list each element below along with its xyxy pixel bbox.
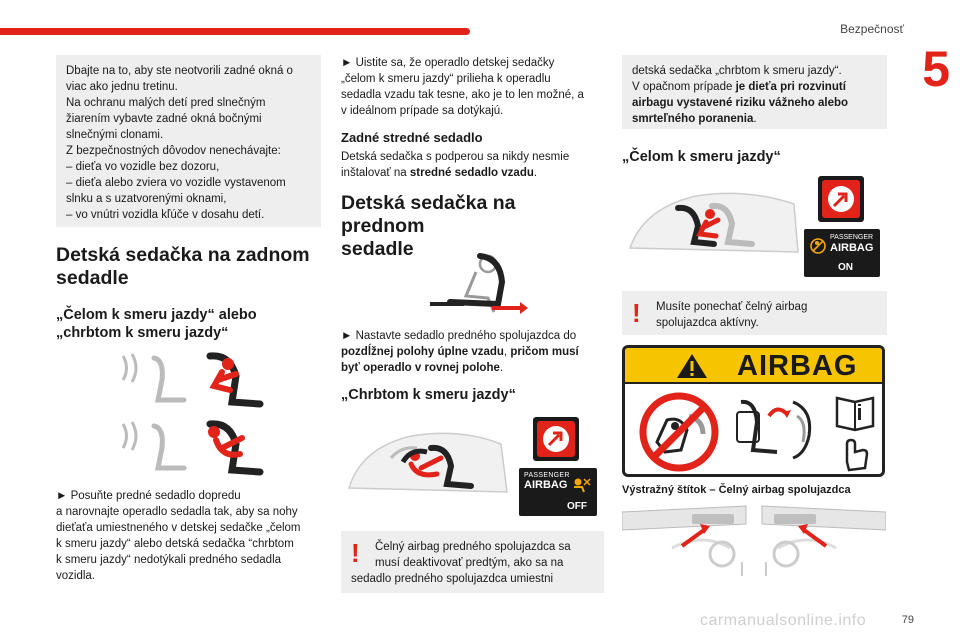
airbag-warning-label: [622, 345, 885, 477]
subtitle-line: „chrbtom k smeru jazdy“: [56, 325, 229, 341]
title-line: Detská sedačka na zadnom: [56, 244, 310, 266]
text-line: v ideálnom prípade sa dotýkajú.: [341, 105, 504, 117]
text-line: [632, 95, 877, 111]
text-fragment-bold: airbagu vystavené riziku vážneho alebo: [632, 97, 849, 109]
passenger-airbag-off-panel: [519, 468, 597, 516]
warning-line: musí deaktivovať predtým, ako sa na: [375, 557, 564, 569]
info-line: slnku a s uzatvorenými oknami,: [66, 193, 227, 205]
front-seat-back-position-illustration: [420, 252, 530, 318]
airbag-label-caption: Výstražný štítok – Čelný airbag spolujazdca: [622, 484, 851, 496]
airbag-injury-warning-continued: [622, 55, 887, 129]
info-line: Z bezpečnostných dôvodov nenechávajte:: [66, 145, 281, 157]
header-accent-bar: [0, 28, 470, 35]
text-fragment-bold: pozdĺžnej polohy úplne vzadu: [341, 346, 504, 358]
warning-line: spolujazdca aktívny.: [656, 317, 759, 329]
read-manual-icon: [833, 392, 879, 474]
text-line: [341, 360, 604, 376]
text-line: ► Nastavte sedadlo predného spolujazdca do: [341, 330, 577, 342]
rearward-facing-title: „Chrbtom k smeru jazdy“: [341, 387, 516, 403]
rear-seat-section-title: [56, 244, 321, 290]
instruction-line: ► Posuňte predné sedadlo dopredu: [56, 490, 241, 502]
forward-or-rearward-subtitle: [56, 306, 321, 342]
airbag-label-word: AIRBAG: [737, 350, 858, 382]
child-safety-info-box: [56, 55, 321, 227]
info-line: – dieťa alebo zviera vo vozidle vystavenom: [66, 177, 286, 189]
title-line: sedadle: [56, 267, 129, 289]
warning-line: Musíte ponechať čelný airbag: [656, 301, 808, 313]
warning-triangle-icon: [675, 352, 709, 380]
no-rear-facing-seat-icon: [631, 390, 727, 474]
rear-seat-rearward-facing-illustration: [118, 418, 268, 480]
rear-seat-forward-facing-illustration: [118, 350, 268, 412]
text-line: Detská sedačka s podperou sa nikdy nesmie: [341, 151, 570, 163]
text-line: [632, 79, 877, 95]
warning-exclamation-icon: !: [351, 538, 360, 568]
instruction-line: k smeru jazdy“ nedotýkali predného sedadla: [56, 554, 282, 566]
warning-line: Čelný airbag predného spolujazdca sa: [375, 541, 571, 553]
rear-center-seat-text: [341, 149, 604, 181]
text-fragment-bold: stredné sedadlo vzadu: [409, 167, 534, 179]
text-line: sedadla vzadu tak tesne, ako je to len možné, a: [341, 89, 584, 101]
airbag-deploy-seat-icon: [729, 392, 825, 472]
info-line: Na ochranu malých detí pred slnečným: [66, 97, 266, 109]
instruction-line: dieťaťa umiestneného v detskej sedačke „čelom: [56, 522, 301, 534]
panel-line-airbag: AIRBAG: [524, 479, 568, 491]
text-fragment: .: [753, 113, 757, 125]
text-fragment: .: [533, 167, 538, 179]
airbag-on-sticker-icon: [818, 176, 864, 222]
panel-line-passenger: PASSENGER: [830, 234, 874, 241]
column-1: [56, 55, 321, 342]
rear-center-seat-title: Zadné stredné sedadlo: [341, 130, 483, 145]
text-fragment: V opačnom prípade: [632, 81, 736, 93]
page-number: 79: [901, 614, 914, 626]
airbag-disabled-icon: [809, 237, 827, 255]
text-fragment: .: [499, 362, 504, 374]
text-line: ► Uistite sa, že operadlo detskej sedačky: [341, 57, 555, 69]
instruction-line: a narovnajte operadlo sedadla tak, aby sa nohy: [56, 506, 298, 518]
airbag-deactivation-warning: [341, 531, 604, 593]
column-2: [341, 55, 604, 261]
forward-seat-backrest-instruction: [341, 55, 604, 119]
text-fragment: ,: [503, 346, 511, 358]
text-line: detská sedačka „chrbtom k smeru jazdy“.: [632, 65, 842, 77]
info-line: žiarením vybavte zadné okná bočnými: [66, 113, 262, 125]
text-line: [341, 165, 604, 181]
info-line: viac ako jednu tretinu.: [66, 81, 178, 93]
airbag-warning-sticker-icon: [533, 417, 579, 461]
text-line: „čelom k smeru jazdy“ prilieha k operadlu: [341, 73, 551, 85]
forward-facing-car-illustration: [622, 176, 802, 266]
text-fragment-bold: smrteľného poranenia: [632, 113, 754, 125]
panel-status-on: ON: [838, 262, 853, 273]
watermark-text: carmanualsonline.info: [700, 612, 867, 629]
info-line: slnečnými clonami.: [66, 129, 164, 141]
instruction-line: vozidla.: [56, 570, 95, 582]
text-fragment-bold: pričom musí: [510, 346, 579, 358]
forward-facing-title: „Čelom k smeru jazdy“: [622, 149, 781, 165]
panel-status-off: OFF: [567, 501, 587, 512]
warning-exclamation-icon: !: [632, 298, 641, 328]
panel-line-passenger: PASSENGER: [524, 472, 570, 479]
sun-visor-label-location-illustration: [622, 502, 886, 580]
text-fragment-bold: byť operadlo v rovnej polohe: [341, 362, 500, 374]
text-line: [632, 111, 877, 127]
warning-line: sedadlo predného spolujazdca umiestni: [351, 573, 554, 585]
title-line: Detská sedačka na prednom: [341, 192, 516, 237]
rear-facing-car-illustration: [341, 418, 511, 508]
title-line: sedadle: [341, 238, 414, 260]
panel-line-airbag: AIRBAG: [830, 242, 874, 254]
move-front-seat-instruction: [56, 488, 326, 584]
section-header-title: Bezpečnosť: [840, 22, 904, 36]
front-seat-adjust-instruction: [341, 328, 604, 376]
text-fragment-bold: je dieťa pri rozvinutí: [735, 81, 846, 93]
child-seat-airbag-icon: [571, 476, 591, 494]
subtitle-line: „Čelom k smeru jazdy“ alebo: [56, 307, 257, 323]
keep-airbag-active-warning: [622, 291, 887, 335]
chapter-number: 5: [922, 41, 950, 97]
info-line: Dbajte na to, aby ste neotvorili zadné okná o: [66, 65, 293, 77]
text-line: [341, 344, 604, 360]
passenger-airbag-on-panel: [804, 229, 880, 277]
info-line: – dieťa vo vozidle bez dozoru,: [66, 161, 220, 173]
instruction-line: k smeru jazdy“ alebo detská sedačka “chrbtom: [56, 538, 294, 550]
front-seat-section-title: [341, 192, 604, 261]
airbag-label-header: [625, 348, 882, 384]
text-fragment: inštalovať na: [341, 167, 410, 179]
info-line: – vo vnútri vozidla kľúče v dosahu detí.: [66, 209, 265, 221]
